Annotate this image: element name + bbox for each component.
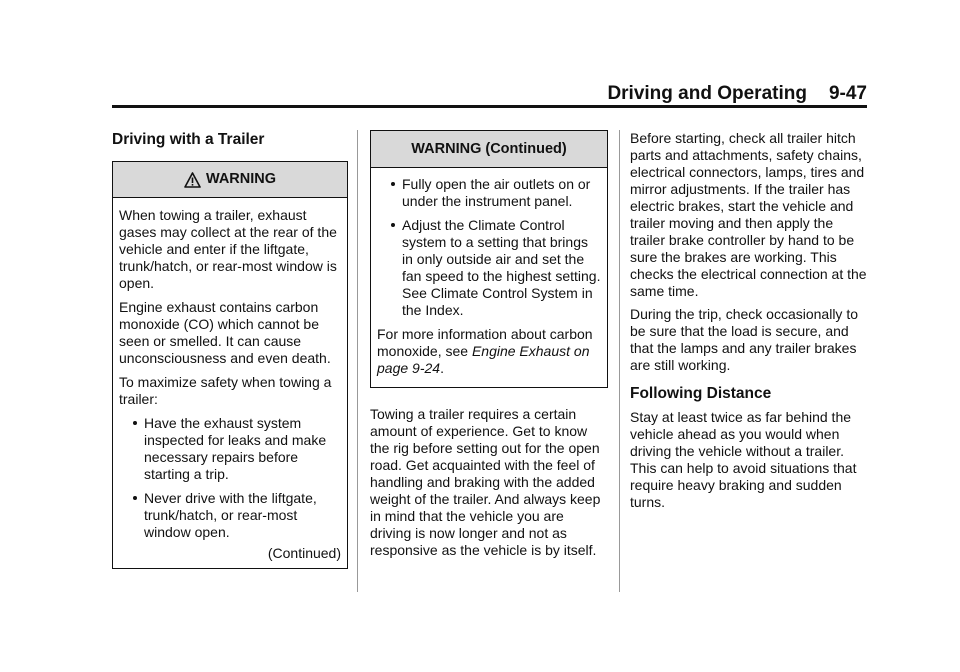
warning-body (113, 198, 347, 568)
column-divider (619, 130, 620, 592)
continued-label: (Continued) (267, 545, 341, 561)
body-paragraph: Towing a trailer requires a certain amount of experience. Get to know the rig before setting out for the open road. Get acquainted with the feel of handling and braking with the added weight of the trailer. And always keep in mind that the vehicle you are driving is now longer and not as responsive as the vehicle is by itself. (370, 406, 601, 558)
warning-title: WARNING (205, 171, 277, 187)
column-middle (370, 130, 608, 565)
list-item: Never drive with the liftgate, trunk/hatch, or rear-most window open. (119, 490, 341, 541)
bullet-icon (133, 421, 137, 425)
list-item: Have the exhaust system inspected for leaks and make necessary repairs before starting a trip. (119, 415, 341, 483)
warning-bullet-list (377, 176, 601, 319)
header-rule (112, 105, 867, 108)
warning-header (371, 131, 607, 168)
column-divider (357, 130, 358, 592)
body-paragraph: During the trip, check occasionally to be sure that the load is secure, and that the lamps and any trailer brakes are still working. (630, 306, 858, 373)
warning-triangle-icon (184, 172, 201, 188)
bullet-icon (391, 223, 395, 227)
warning-paragraph: Engine exhaust contains carbon monoxide (CO) which cannot be seen or smelled. It can cause unconsciousness and even death. (119, 299, 331, 366)
warning-paragraph: To maximize safety when towing a trailer: (119, 374, 332, 407)
warning-paragraph: For more information about carbon monoxide, see Engine Exhaust on page 9-24. (377, 326, 593, 376)
section-heading: Driving with a Trailer (112, 131, 265, 148)
warning-box (112, 161, 348, 569)
warning-header (113, 162, 347, 198)
column-left (112, 130, 348, 569)
bullet-icon (133, 496, 137, 500)
warning-body (371, 168, 607, 387)
column-right (630, 130, 868, 517)
body-paragraph: Before starting, check all trailer hitch parts and attachments, safety chains, electrical connectors, lamps, tires and mirror adjustments. If the trailer has electric brakes, start the vehicle and trailer moving and then apply the trailer brake controller by hand to be sure the brakes are working. This checks the electrical connection at the same time. (630, 130, 867, 299)
cross-reference-link[interactable]: Engine Exhaust on page 9-24 (377, 343, 590, 376)
bullet-icon (391, 182, 395, 186)
list-item: Adjust the Climate Control system to a setting that brings in only outside air and set the fan speed to the highest setting. See Climate Control System in the Index. (377, 217, 601, 319)
warning-box-continued (370, 130, 608, 388)
page-header (112, 84, 867, 104)
list-item: Fully open the air outlets on or under the instrument panel. (377, 176, 601, 210)
section-title: Driving and Operating (607, 83, 807, 104)
warning-title: WARNING (Continued) (411, 140, 567, 157)
page-number: 9-47 (828, 83, 867, 104)
body-paragraph: Stay at least twice as far behind the vehicle ahead as you would when driving the vehicle without a trailer. This can help to avoid situations that require heavy braking and sudden turns. (630, 409, 857, 510)
subsection-heading: Following Distance (630, 385, 772, 402)
warning-bullet-list (119, 415, 341, 541)
warning-paragraph: When towing a trailer, exhaust gases may collect at the rear of the vehicle and enter if the liftgate, trunk/hatch, or rear-most window is open. (119, 207, 337, 291)
